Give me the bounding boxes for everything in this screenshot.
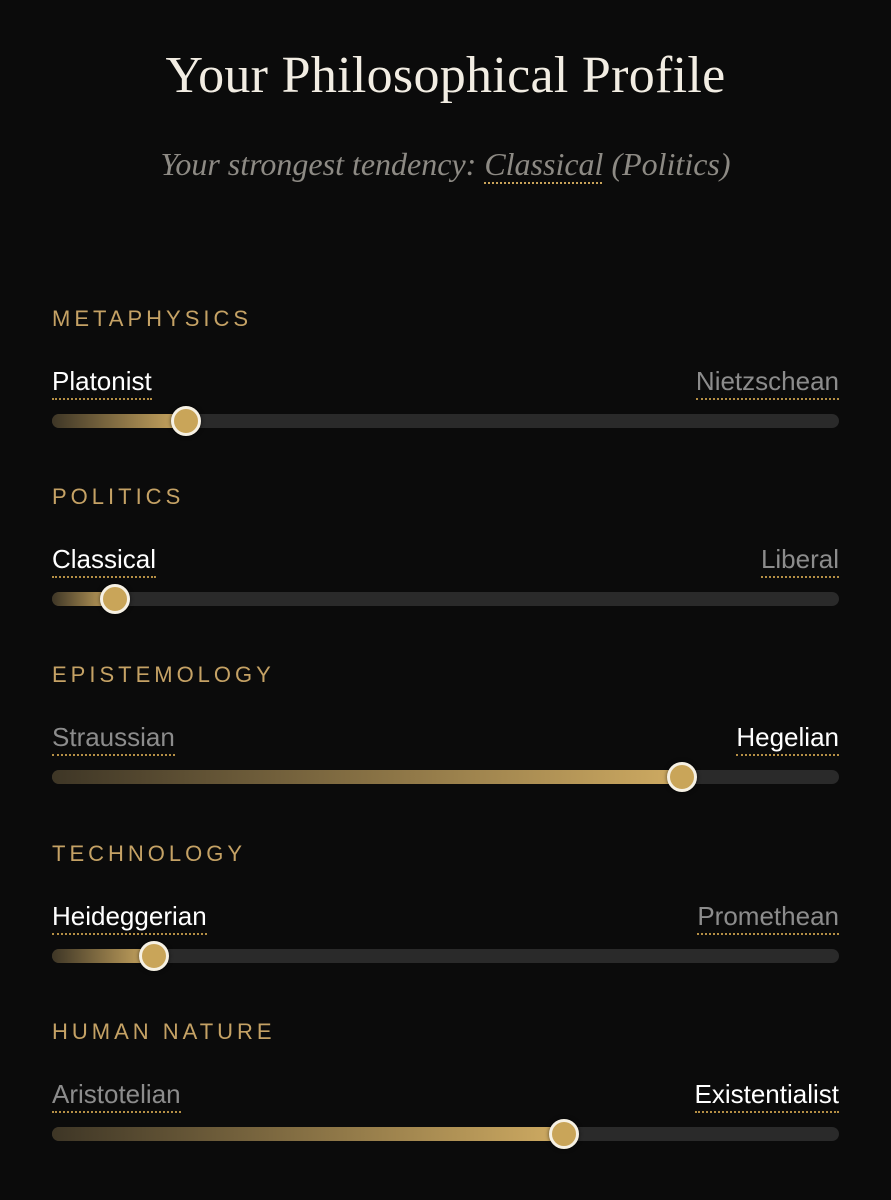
axis-title: METAPHYSICS	[52, 306, 253, 331]
axis-title: EPISTEMOLOGY	[52, 662, 275, 687]
slider-fill	[52, 414, 186, 428]
slider-track[interactable]	[52, 414, 839, 428]
page-title: Your Philosophical Profile	[165, 47, 726, 104]
pole-right-label[interactable]: Existentialist	[695, 1079, 840, 1113]
axis-epistemology	[52, 662, 839, 812]
pole-right-label[interactable]: Liberal	[761, 544, 839, 578]
pole-left-label[interactable]: Aristotelian	[52, 1079, 181, 1113]
subtitle-prefix: Your strongest tendency:	[160, 146, 485, 182]
slider-handle[interactable]	[667, 762, 697, 792]
slider-track[interactable]	[52, 949, 839, 963]
pole-left-label[interactable]: Heideggerian	[52, 901, 207, 935]
pole-right-label[interactable]: Hegelian	[736, 722, 839, 756]
slider-handle[interactable]	[100, 584, 130, 614]
axis-title: TECHNOLOGY	[52, 841, 247, 866]
axis-technology	[52, 841, 839, 991]
axis-title: POLITICS	[52, 484, 185, 509]
pole-left-label[interactable]: Straussian	[52, 722, 175, 756]
pole-right-label[interactable]: Nietzschean	[696, 366, 839, 400]
slider-handle[interactable]	[139, 941, 169, 971]
pole-left-label[interactable]: Classical	[52, 544, 156, 578]
slider-fill	[52, 1127, 564, 1141]
slider-handle[interactable]	[171, 406, 201, 436]
slider-handle[interactable]	[549, 1119, 579, 1149]
subtitle-suffix: (Politics)	[603, 146, 731, 182]
slider-track[interactable]	[52, 592, 839, 606]
slider-fill	[52, 770, 682, 784]
axis-metaphysics	[52, 306, 839, 456]
pole-right-label[interactable]: Promethean	[697, 901, 839, 935]
slider-track[interactable]	[52, 770, 839, 784]
slider-track[interactable]	[52, 1127, 839, 1141]
axis-politics	[52, 484, 839, 634]
strongest-tendency-subtitle	[0, 146, 891, 183]
pole-left-label[interactable]: Platonist	[52, 366, 152, 400]
strongest-tendency-link[interactable]: Classical	[484, 146, 604, 182]
axis-title: HUMAN NATURE	[52, 1019, 276, 1044]
axis-human-nature	[52, 1019, 839, 1169]
